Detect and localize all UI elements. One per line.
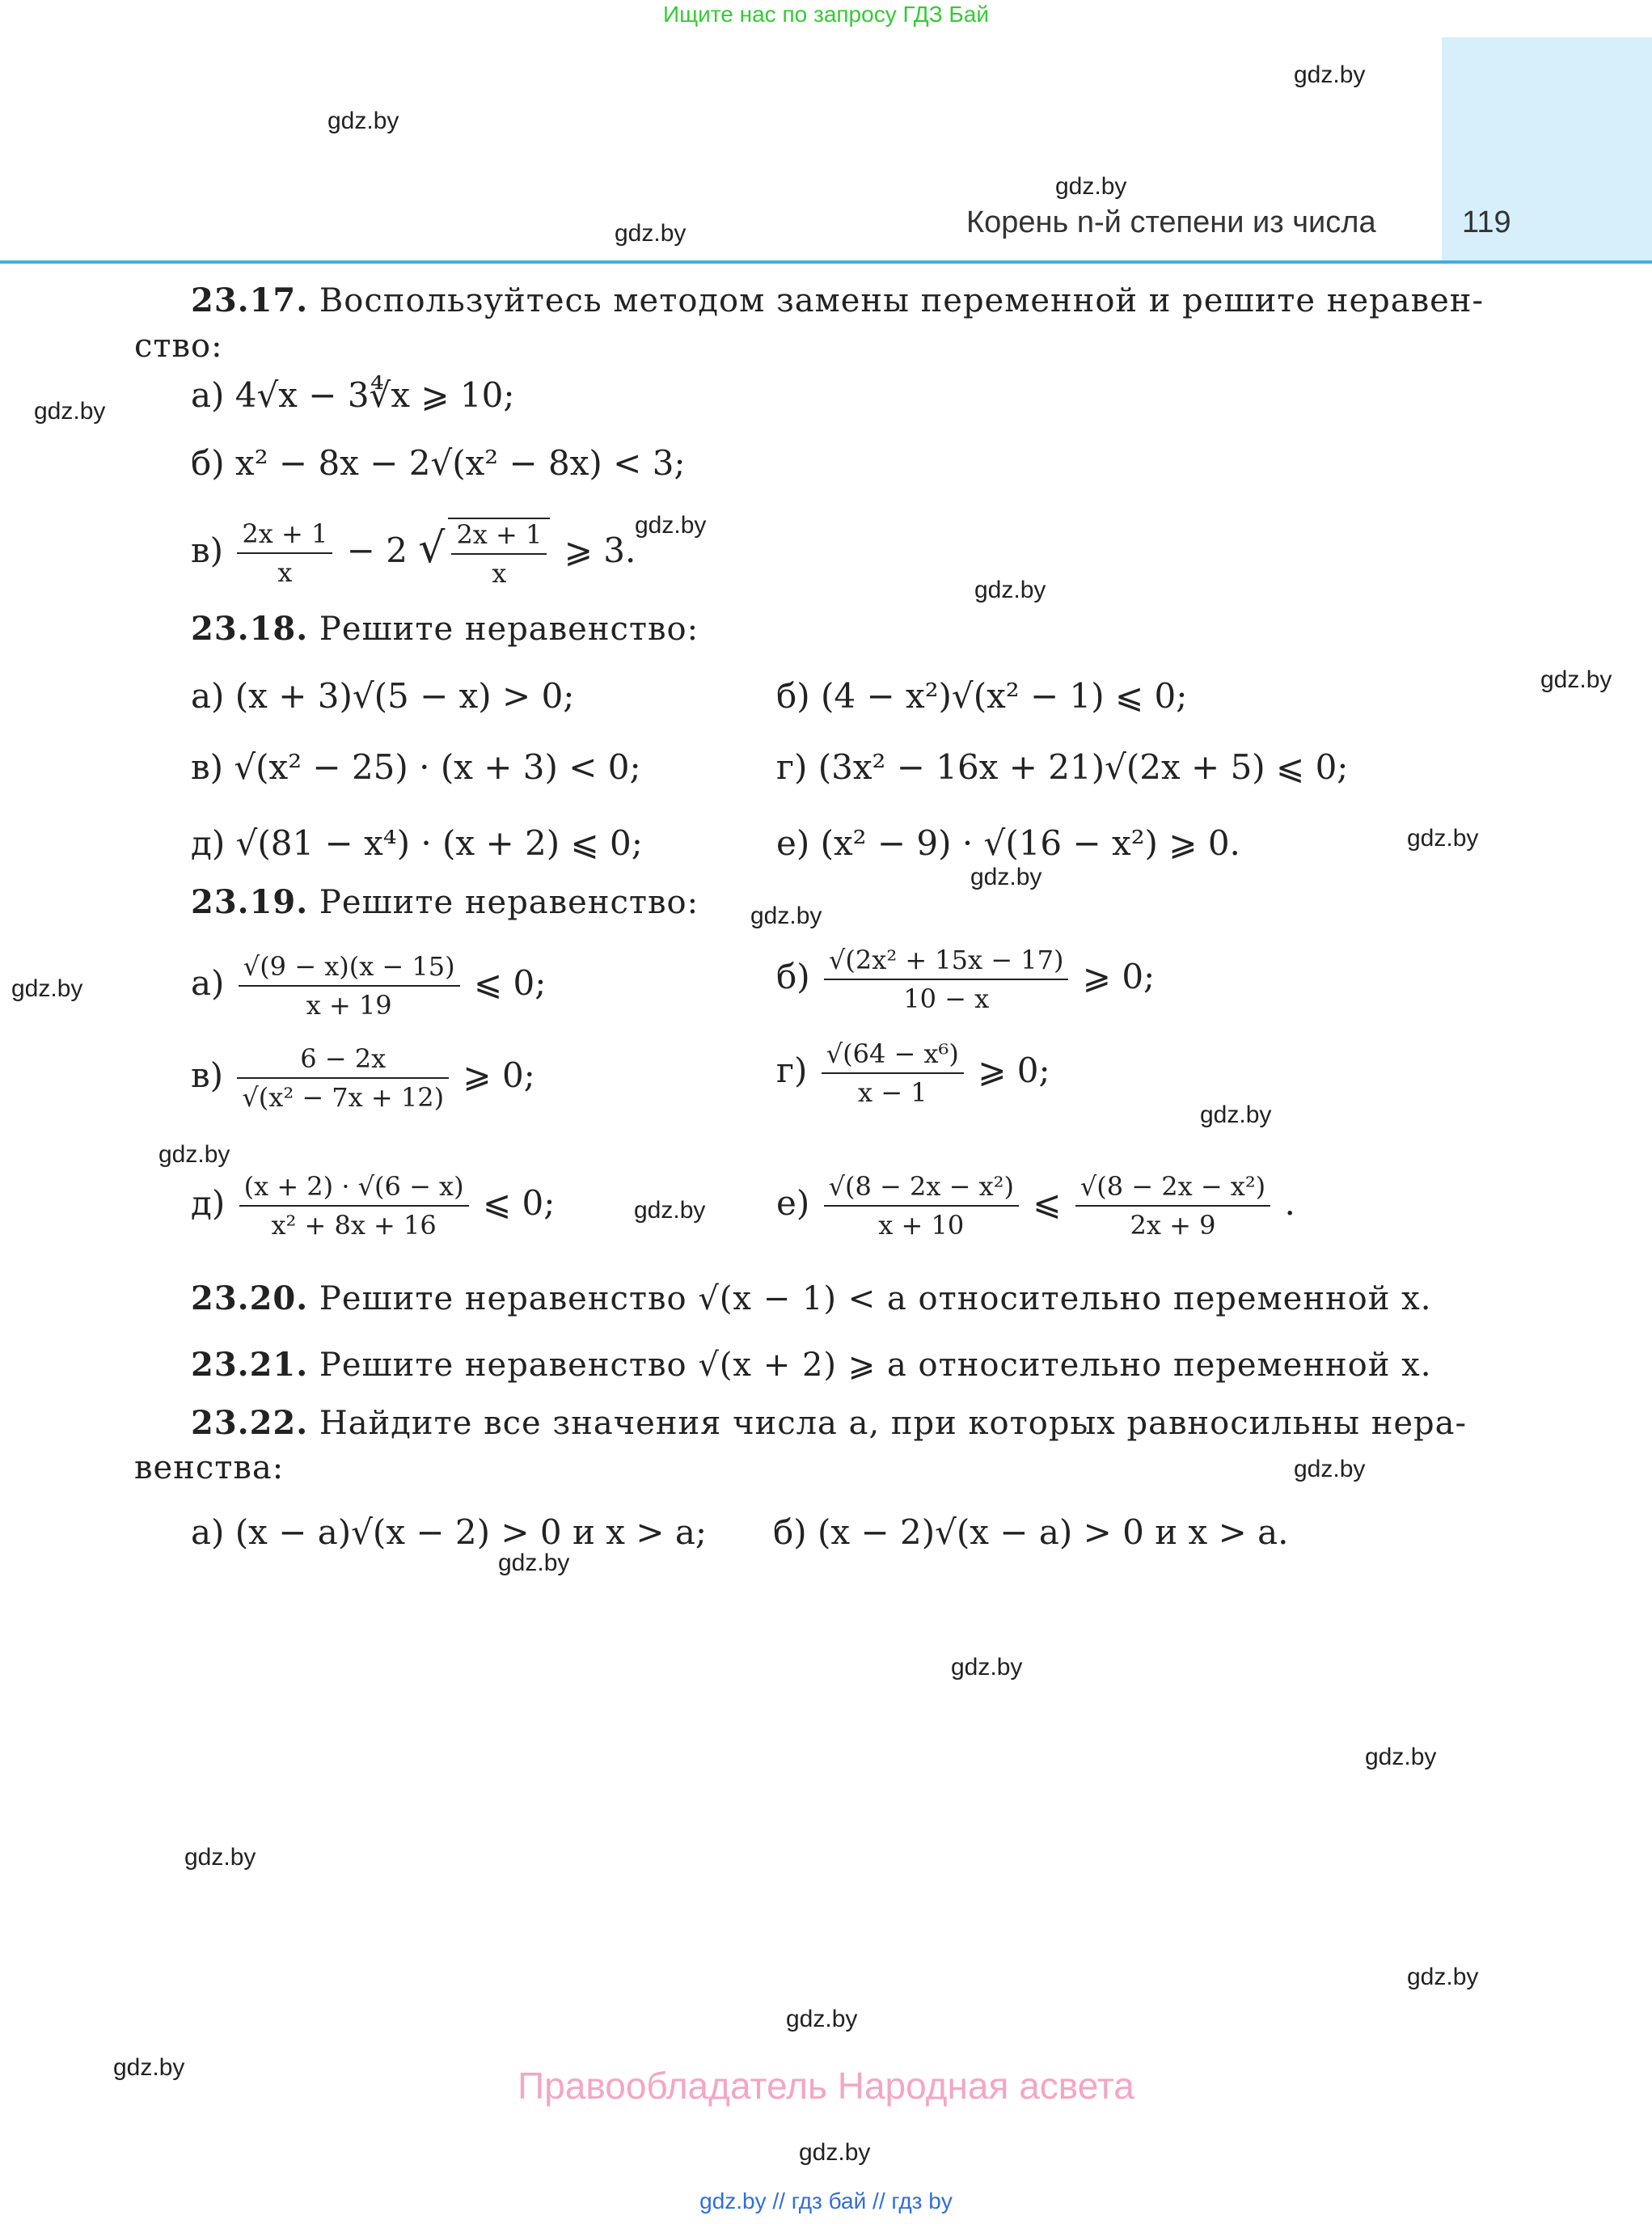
watermark: gdz.by	[1407, 825, 1479, 852]
watermark: gdz.by	[1407, 1964, 1479, 1990]
denominator: x + 19	[306, 990, 392, 1021]
item-tail: .	[1284, 1183, 1295, 1223]
denominator: x − 1	[858, 1077, 927, 1108]
watermark: gdz.by	[327, 108, 399, 134]
denominator: x² + 8x + 16	[271, 1210, 437, 1241]
watermark: gdz.by	[158, 1141, 230, 1168]
numerator: 2x + 1	[451, 519, 547, 555]
item-label: е)	[776, 1183, 810, 1223]
radical-sign: √	[418, 524, 446, 573]
watermark: gdz.by	[615, 220, 687, 247]
item-g	[776, 1038, 1050, 1108]
fraction	[237, 518, 332, 588]
item-a: а) 4√x − 3∜x ⩾ 10;	[191, 375, 515, 415]
item-mid: ⩽	[1033, 1183, 1062, 1223]
item-v	[191, 1043, 535, 1113]
problem-text: Решите неравенство:	[319, 884, 699, 921]
problem-number: 23.17.	[191, 281, 309, 319]
watermark: gdz.by	[1055, 173, 1127, 200]
fraction	[1075, 1171, 1270, 1241]
item-tail: ⩽ 0;	[473, 963, 547, 1003]
watermark: gdz.by	[1294, 1456, 1366, 1482]
denominator: 10 − x	[903, 983, 990, 1014]
item-a: а) (x − a)√(x − 2) > 0 и x > a;	[191, 1512, 708, 1552]
problem-23-18	[191, 610, 699, 648]
fraction	[237, 1043, 449, 1113]
watermark: gdz.by	[634, 1197, 706, 1224]
item-b: б) (x − 2)√(x − a) > 0 и x > a.	[773, 1512, 1289, 1552]
watermark: gdz.by	[799, 2139, 871, 2166]
problem-number: 23.19.	[191, 883, 309, 921]
problem-text: Воспользуйтесь методом замены переменной и решите неравен-	[319, 282, 1484, 319]
item-b: б) (4 − x²)√(x² − 1) ⩽ 0;	[776, 676, 1188, 716]
watermark: gdz.by	[1200, 1101, 1272, 1128]
watermark: gdz.by	[184, 1844, 256, 1871]
item-e	[776, 1171, 1295, 1241]
item-tail: ⩾ 0;	[1082, 957, 1156, 996]
fraction	[824, 945, 1068, 1014]
watermark: gdz.by	[635, 512, 707, 539]
item-v: в) √(x² − 25) · (x + 3) < 0;	[191, 747, 641, 787]
denominator: x	[492, 558, 507, 589]
watermark: gdz.by	[34, 398, 106, 425]
item-label: б)	[776, 957, 810, 996]
problem-number: 23.21.	[191, 1346, 309, 1384]
item-label: в)	[191, 531, 224, 570]
item-a: а) (x + 3)√(5 − x) > 0;	[191, 676, 575, 716]
problem-23-20	[191, 1279, 1431, 1317]
watermark: gdz.by	[1365, 1744, 1437, 1770]
item-mid: − 2	[346, 531, 408, 570]
item-b: б) x² − 8x − 2√(x² − 8x) < 3;	[191, 443, 686, 483]
problem-text-cont: венства:	[134, 1449, 285, 1486]
problem-text: Решите неравенство √(x − 1) < a относительно переменной x.	[319, 1280, 1432, 1317]
item-tail: ⩾ 0;	[978, 1051, 1050, 1090]
denominator: x + 10	[878, 1210, 965, 1241]
running-head: Корень n-й степени из числа	[966, 205, 1376, 239]
watermark: gdz.by	[113, 2054, 185, 2081]
watermark: gdz.by	[750, 903, 822, 929]
item-g: г) (3x² − 16x + 21)√(2x + 5) ⩽ 0;	[776, 747, 1349, 787]
problem-23-19	[191, 883, 699, 921]
item-tail: ⩾ 0;	[463, 1055, 535, 1095]
item-d: д) √(81 − x⁴) · (x + 2) ⩽ 0;	[191, 823, 643, 863]
problem-number: 23.22.	[191, 1404, 309, 1442]
fraction	[448, 518, 550, 589]
numerator: √(9 − x)(x − 15)	[239, 951, 460, 987]
header-rule	[0, 260, 1652, 264]
problem-23-17	[191, 281, 1484, 319]
watermark: gdz.by	[786, 2006, 858, 2032]
denominator: √(x² − 7x + 12)	[242, 1082, 445, 1113]
problem-text-cont: ство:	[134, 328, 223, 365]
watermark: gdz.by	[1540, 666, 1612, 693]
fraction	[239, 951, 460, 1021]
numerator: 6 − 2x	[237, 1043, 449, 1079]
denominator: 2x + 9	[1130, 1210, 1216, 1241]
item-b	[776, 945, 1155, 1014]
numerator: √(2x² + 15x − 17)	[824, 945, 1068, 980]
problem-number: 23.18.	[191, 610, 309, 648]
numerator: √(64 − x⁶)	[822, 1038, 964, 1074]
watermark: gdz.by	[970, 864, 1042, 890]
watermark: gdz.by	[498, 1550, 570, 1576]
item-e: е) (x² − 9) · √(16 − x²) ⩾ 0.	[776, 823, 1240, 863]
top-banner[interactable]: Ищите нас по запросу ГДЗ Бай	[662, 2, 990, 27]
item-tail: ⩽ 0;	[482, 1183, 556, 1223]
numerator: √(8 − 2x − x²)	[824, 1171, 1019, 1207]
item-label: д)	[191, 1183, 226, 1223]
item-tail: ⩾ 3.	[564, 531, 636, 570]
fraction	[824, 1171, 1019, 1241]
problem-text: Решите неравенство √(x + 2) ⩾ a относительно переменной x.	[319, 1347, 1432, 1384]
watermark: gdz.by	[1294, 61, 1366, 88]
item-label: а)	[191, 963, 225, 1003]
problem-23-21	[191, 1346, 1431, 1384]
item-label: г)	[776, 1051, 808, 1090]
item-label: в)	[191, 1055, 224, 1095]
fraction	[239, 1171, 469, 1241]
item-v	[191, 518, 636, 589]
item-a	[191, 951, 546, 1021]
copyright-notice: Правообладатель Народная асвета	[518, 2065, 1134, 2107]
problem-text: Найдите все значения числа a, при которых равносильны нера-	[319, 1405, 1468, 1442]
numerator: √(8 − 2x − x²)	[1075, 1171, 1270, 1207]
fraction	[822, 1038, 964, 1108]
numerator: (x + 2) · √(6 − x)	[239, 1171, 469, 1207]
page-number: 119	[1462, 205, 1511, 239]
watermark: gdz.by	[974, 577, 1046, 603]
numerator: 2x + 1	[237, 518, 332, 554]
problem-23-22	[191, 1404, 1467, 1442]
watermark: gdz.by	[951, 1654, 1023, 1681]
item-d	[191, 1171, 555, 1241]
denominator: x	[277, 557, 293, 588]
footer-links[interactable]: gdz.by // гдз бай // гдз by	[699, 2188, 953, 2213]
problem-text: Решите неравенство:	[319, 611, 699, 648]
problem-number: 23.20.	[191, 1279, 309, 1317]
watermark: gdz.by	[11, 975, 83, 1002]
